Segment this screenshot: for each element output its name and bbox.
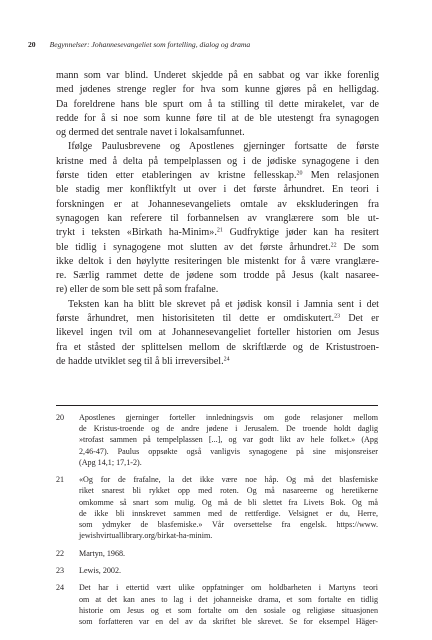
footnote-number: 20 bbox=[56, 413, 65, 422]
footnote-22 bbox=[56, 548, 378, 559]
text-line: re) eller de som ble sett på som frafalne. bbox=[56, 284, 219, 296]
footnote-ref: 20 bbox=[296, 170, 303, 177]
footnote-21 bbox=[56, 474, 378, 541]
text-line: fra et ståsted der splittelsen mellom de skriftlærde og de Kristustroen- bbox=[56, 341, 379, 353]
footnote-divider bbox=[56, 405, 378, 406]
footnote-link[interactable]: jewishvirtuallibrary.org/birkat-ha-minim. bbox=[79, 531, 213, 541]
footnote-text: Det har i ettertid vært ulike oppfatninger om holdbarheten i Martyns teori om at det kan anes to lag i det johanneiske drama, et som fortalte en tidlig historie om Jesus og et som fortalte om den sosiale og religiøse situasjonen som forfatteren var en del av da skriftet ble skrevet. Se for eksempel Häger- bbox=[79, 583, 378, 626]
footnotes bbox=[56, 412, 378, 633]
footnote-text: Apostlenes gjerninger forteller innledningsvis om gode relasjoner mellom de Kristus-troende og de andre jødene i Jerusalem. De troende holdt daglig »trofast sammen på tempelplassen [...], og var godt likt av hele folket.» (Apg 2,46-47). Paulus oppsøkte også vanligvis synagogene på sine misjonsreiser (Apg 14,1; 17,1-2). bbox=[79, 413, 378, 467]
footnote-number: 21 bbox=[56, 475, 65, 485]
footnote-number: 24 bbox=[56, 583, 65, 593]
text-line: med jødenes strenge regler for hva som kunne gjøres på en helligdag. bbox=[56, 84, 379, 96]
footnote-23 bbox=[56, 565, 378, 576]
footnote-ref: 22 bbox=[330, 242, 337, 249]
text-line: Da foreldrene hans ble spurt om å ta stilling til dette mirakelet, var de bbox=[56, 98, 379, 110]
text-line: kristne med å delta på tempelplassen og i de jødiske synagogene i den bbox=[56, 155, 379, 167]
text-line: ble tidlig i synagogene mot slutten av det første århundret.$^{22}$ De som bbox=[56, 241, 379, 253]
footnote-ref: 21 bbox=[216, 227, 223, 234]
text-line: ble stadig mer konfliktfylt ut over i det første århundret. En teori i bbox=[56, 184, 379, 196]
footnote-number: 22 bbox=[56, 548, 65, 558]
footnote-text: Lewis, 2002. bbox=[79, 566, 122, 575]
text-line: første tiden etter etableringen av kristne fellesskap.$^{20}$ Men relasjonen bbox=[56, 170, 379, 182]
text-line: de hadde utviklet seg til å bli irreversibel.$^{24}$ bbox=[56, 355, 230, 367]
footnote-ref: 24 bbox=[223, 356, 230, 363]
footnote-24 bbox=[56, 582, 378, 627]
text-line: forskningen er at Johannesevangeliets omtale av ekskluderingen fra bbox=[56, 198, 379, 210]
page-number: 20 bbox=[28, 40, 36, 49]
running-head bbox=[28, 40, 392, 49]
body-text bbox=[56, 69, 379, 369]
text-line: mann som var blind. Underet skjedde på en sabbat og var ikke forenlig bbox=[56, 70, 379, 81]
text-line: ikke deltok i den høylytte resiteringen ble mistenkt for å være vranglære- bbox=[56, 255, 379, 267]
text-line: synagogen kan referere til forbannelsen av vranglærere som ble ut- bbox=[56, 212, 379, 224]
text-line: re. Særlig rammet dette de jødene som trodde på Jesus (kalt nasaree- bbox=[56, 270, 379, 282]
text-line: første århundret, men historisiteten til dette er omdiskutert.$^{23}$ Det er bbox=[56, 313, 379, 325]
footnote-text: «Og for de frafalne, la det ikke være noe håp. Og må det blasfemiske riket snarest bli rykket opp med roten. Og må nasareerne og heretikerne omkomme så snart som mulig. Og må de bli slettet fra Livets Bok. Og må de ikke bli innskrevet sammen med de rettferdige. Velsignet er du, Herre, som ydmyker de blasfemiske.» Vår oversettelse fra engelsk. https://www. jewishvirtuallibrary.org/birkat-ha-minim. bbox=[79, 475, 378, 541]
footnote-text: Martyn, 1968. bbox=[79, 548, 126, 558]
footnote-number: 23 bbox=[56, 566, 65, 575]
text-line: trykt i teksten «Birkath ha-Minim».$^{21}$ Gudfryktige jøder kan ha resitert bbox=[56, 227, 379, 239]
footnote-ref: 23 bbox=[334, 313, 341, 320]
running-head-title: Begynnelser: Johannesevangeliet som fortelling, dialog og drama bbox=[49, 40, 251, 49]
text-line: Ifølge Paulusbrevene og Apostlenes gjerninger fortsatte de første bbox=[68, 141, 379, 153]
text-line: og dermed det sentrale navet i lokalsamfunnet. bbox=[56, 127, 245, 139]
text-line: Teksten kan ha blitt ble skrevet på et jødisk konsil i Jamnia sent i det bbox=[68, 298, 379, 310]
text-line: likevel ingen tvil om at Johannesevangeliet forteller historien om Jesus bbox=[56, 327, 379, 339]
footnote-20 bbox=[56, 412, 378, 468]
text-line: redde for å si noe som kunne føre til at de ble utestengt fra synagogen bbox=[56, 112, 379, 124]
